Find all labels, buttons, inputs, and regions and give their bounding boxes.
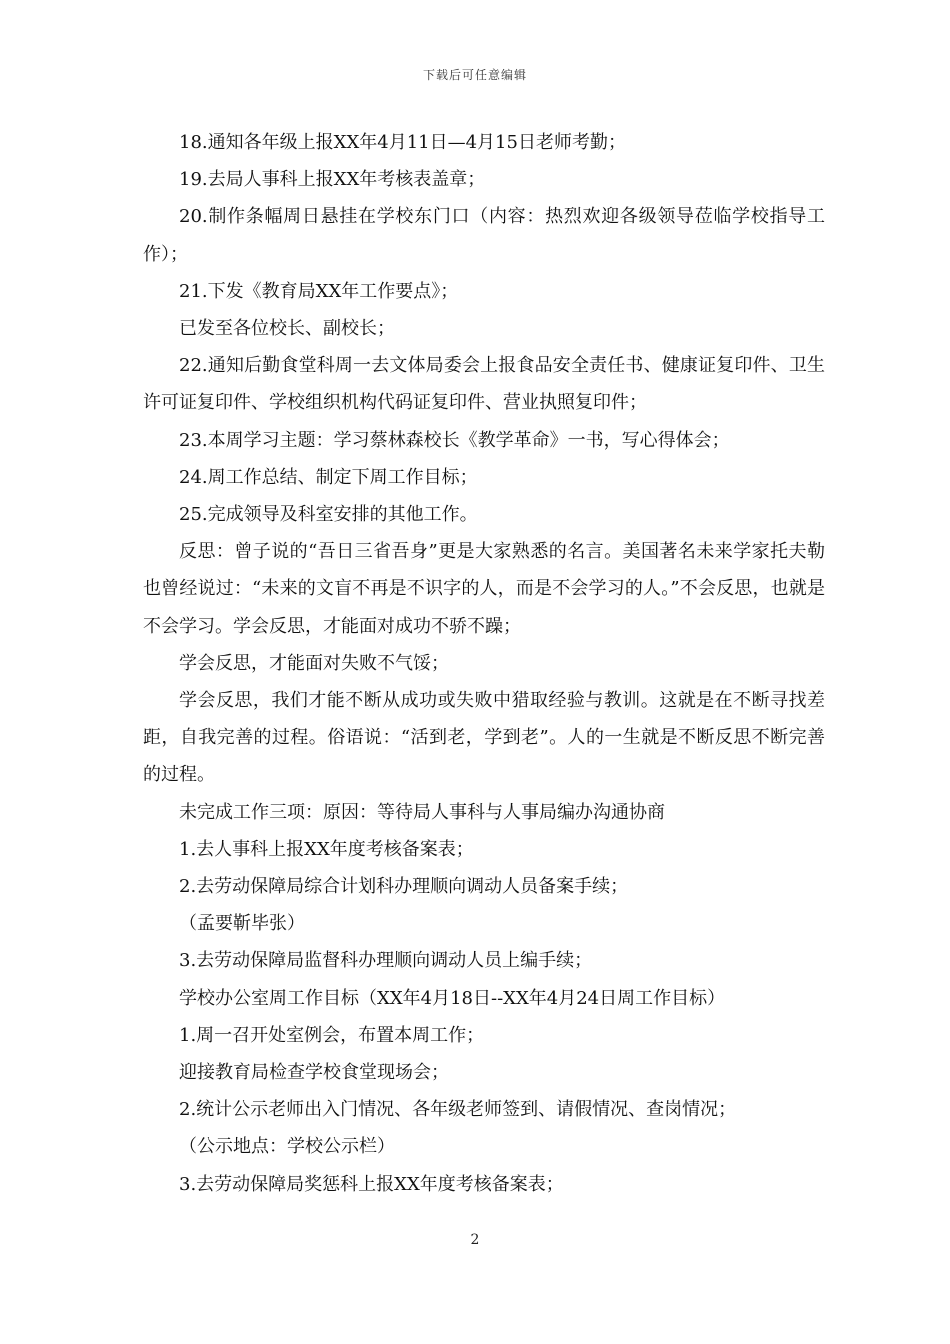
paragraph: 1.去人事科上报XX年度考核备案表； (179, 838, 474, 860)
paragraph: 25.完成领导及科室安排的其他工作。 (179, 504, 478, 526)
paragraph: 学会反思，才能面对失败不气馁； (179, 652, 449, 674)
document-body (143, 124, 825, 1203)
paragraph: 2.统计公示老师出入门情况、各年级老师签到、请假情况、查岗情况； (179, 1099, 737, 1121)
paragraph: 24.周工作总结、制定下周工作目标； (179, 466, 478, 488)
paragraph: 23.本周学习主题：学习蔡林森校长《教学革命》一书，写心得体会； (179, 429, 730, 451)
paragraph: （公示地点：学校公示栏） (179, 1136, 395, 1158)
paragraph: 迎接教育局检查学校食堂现场会； (179, 1062, 449, 1084)
paragraph: 未完成工作三项：原因：等待局人事科与人事局编办沟通协商 (179, 801, 665, 823)
paragraph: 3.去劳动保障局奖惩科上报XX年度考核备案表； (179, 1173, 564, 1195)
paragraph: 20.制作条幅周日悬挂在学校东门口（内容：热烈欢迎各级领导莅临学校指导工作）； (143, 206, 825, 265)
paragraph: 22.通知后勤食堂科周一去文体局委会上报食品安全责任书、健康证复印件、卫生许可证复印件、学校组织机构代码证复印件、营业执照复印件； (143, 355, 825, 414)
paragraph: 18.通知各年级上报XX年4月11日—4月15日老师考勤； (179, 132, 626, 153)
paragraph: 已发至各位校长、副校长； (179, 318, 395, 340)
paragraph: 学校办公室周工作目标（XX年4月18日--XX年4月24日周工作目标） (179, 987, 726, 1009)
paragraph: （孟要靳毕张） (179, 913, 305, 935)
page-header: 下载后可任意编辑 (422, 68, 527, 82)
paragraph: 反思：曾子说的“吾日三省吾身”更是大家熟悉的名言。美国著名未来学家托夫勒也曾经说过：“未来的文盲不再是不识字的人，而是不会学习的人。”不会反思，也就是不会学习。学会反思，才能面对成功不骄不躁； (143, 541, 825, 637)
paragraph: 19.去局人事科上报XX年考核表盖章； (179, 169, 486, 191)
paragraph: 3.去劳动保障局监督科办理顺向调动人员上编手续； (179, 950, 593, 972)
page-number: 2 (470, 1232, 480, 1248)
paragraph: 21.下发《教育局XX年工作要点》； (179, 280, 459, 302)
paragraph: 2.去劳动保障局综合计划科办理顺向调动人员备案手续； (179, 876, 629, 898)
paragraph: 1.周一召开处室例会，布置本周工作； (179, 1024, 485, 1046)
paragraph: 学会反思，我们才能不断从成功或失败中猎取经验与教训。这就是在不断寻找差距，自我完善的过程。俗语说：“活到老，学到老”。人的一生就是不断反思不断完善的过程。 (143, 690, 825, 786)
